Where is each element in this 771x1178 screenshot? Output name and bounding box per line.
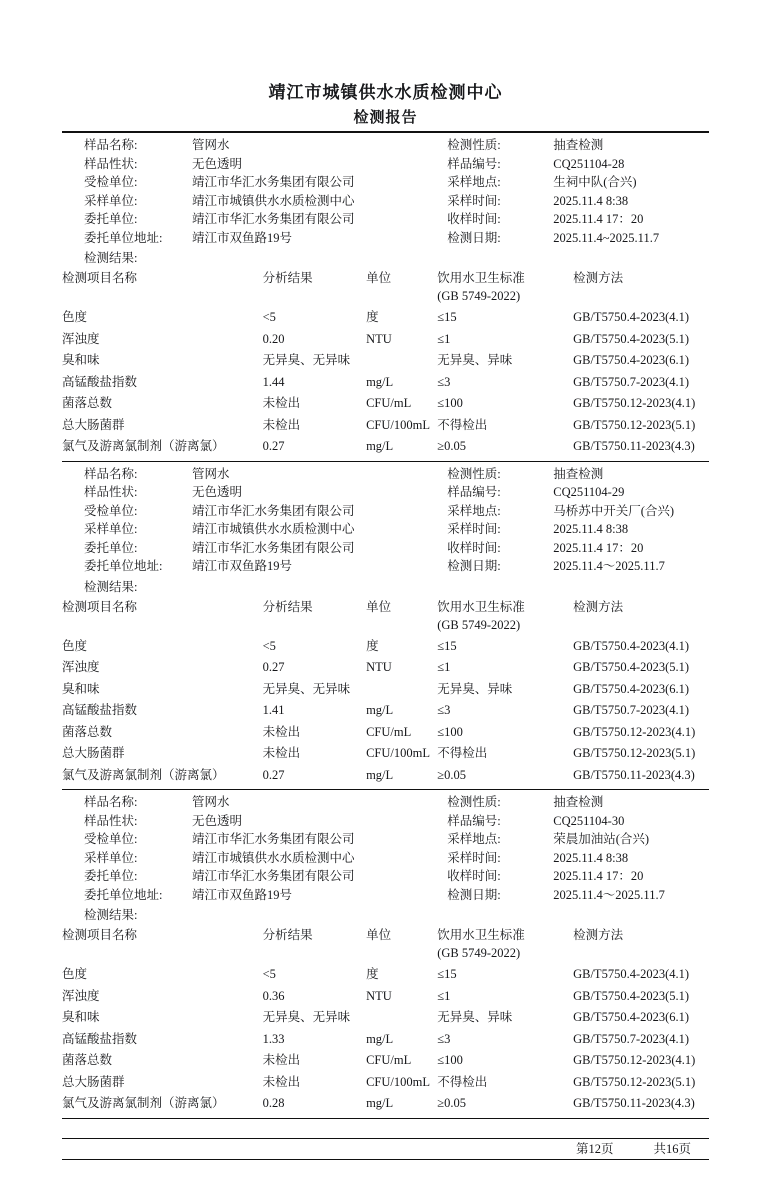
cell-unit: NTU: [366, 660, 392, 674]
cell-result: 0.28: [262, 1096, 285, 1110]
info-row: [447, 502, 709, 521]
cell-result: 1.41: [262, 703, 285, 717]
cell-item: 臭和味: [62, 1010, 100, 1024]
table-row: [62, 657, 709, 679]
cell-item: 氯气及游离氯制剂（游离氯）: [62, 1096, 225, 1110]
report-block: [62, 131, 709, 461]
page-title: 靖江市城镇供水水质检测中心: [268, 83, 503, 102]
cell-method: GB/T5750.11-2023(4.3): [573, 439, 695, 453]
header-standard-sub: (GB 5749-2022): [437, 946, 521, 960]
cell-method: GB/T5750.4-2023(5.1): [573, 988, 690, 1003]
header-item: 检测项目名称: [62, 599, 138, 614]
cell-item: 总大肠菌群: [62, 417, 125, 432]
label-receive-time: 收样时间:: [447, 540, 501, 555]
cell-item: 氯气及游离氯制剂（游离氯）: [62, 439, 225, 453]
cell-item: 总大肠菌群: [62, 1074, 125, 1089]
value-entrust-address: 靖江市双鱼路19号: [192, 887, 293, 902]
label-sample-state: 样品性状:: [84, 485, 138, 499]
cell-unit: mg/L: [366, 374, 394, 389]
cell-unit: [366, 679, 437, 701]
cell-unit: CFU/100mL: [366, 1074, 430, 1089]
results-table-header-row: [62, 925, 709, 945]
cell-result: 未检出: [262, 724, 301, 739]
cell-item: 高锰酸盐指数: [62, 703, 138, 717]
value-test-nature: 抽查检测: [553, 795, 604, 809]
header-sub-blank2: [263, 945, 367, 964]
header-unit: 单位: [366, 599, 392, 614]
results-table-header-row: [62, 268, 709, 288]
cell-unit: mg/L: [366, 1096, 394, 1110]
cell-result: 1.44: [262, 374, 285, 389]
cell-standard: 不得检出: [437, 417, 488, 432]
cell-standard: ≤100: [437, 1053, 463, 1067]
label-entrust-unit: 委托单位:: [84, 212, 138, 226]
label-sample-no: 样品编号:: [447, 156, 501, 171]
footer-rule-bottom: [62, 1159, 709, 1160]
value-sample-no: CQ251104-30: [553, 813, 625, 828]
header-result: 分析结果: [262, 271, 313, 285]
label-sampling-place: 采样地点:: [447, 832, 501, 846]
table-row: [62, 393, 709, 415]
value-sample-state: 无色透明: [192, 813, 243, 828]
header-sub-blank1: [62, 617, 263, 636]
info-row: [84, 557, 437, 576]
info-row: [84, 173, 437, 192]
cell-standard: ≥0.05: [437, 439, 466, 453]
cell-item: 菌落总数: [62, 396, 113, 410]
header-standard-sub: (GB 5749-2022): [437, 289, 521, 303]
page-footer: [62, 1138, 709, 1160]
cell-result: 未检出: [262, 417, 301, 432]
results-table: [62, 597, 709, 787]
label-entrust-unit: 委托单位:: [84, 540, 138, 555]
value-entrust-unit: 靖江市华汇水务集团有限公司: [192, 540, 355, 555]
cell-method: GB/T5750.11-2023(4.3): [573, 767, 695, 782]
header-sub-blank1: [62, 945, 263, 964]
sample-info: [62, 133, 709, 249]
value-test-nature: 抽查检测: [553, 138, 604, 152]
label-sample-state: 样品性状:: [84, 156, 138, 171]
cell-unit: CFU/100mL: [366, 746, 430, 760]
label-sample-name: 样品名称:: [84, 138, 138, 152]
info-row: [447, 483, 709, 502]
value-sampling-place: 生祠中队(合兴): [553, 175, 637, 189]
label-sample-state: 样品性状:: [84, 813, 138, 828]
cell-standard: ≤1: [437, 988, 451, 1003]
label-sampling-unit: 采样单位:: [84, 522, 138, 536]
label-test-date: 检测日期:: [447, 887, 501, 902]
sample-info: [62, 790, 709, 906]
label-sampling-time: 采样时间:: [447, 522, 501, 536]
info-row: [84, 155, 437, 174]
value-sampling-place: 马桥苏中开关厂(合兴): [553, 503, 675, 518]
cell-standard: ≤15: [437, 310, 457, 324]
cell-item: 臭和味: [62, 681, 100, 696]
value-sampling-unit: 靖江市城镇供水水质检测中心: [192, 522, 355, 536]
value-test-nature: 抽查检测: [553, 466, 604, 481]
cell-standard: ≥0.05: [437, 767, 466, 782]
value-test-date: 2025.11.4～2025.11.7: [553, 559, 665, 573]
sample-info-right: [437, 136, 709, 247]
sample-info-right: [437, 465, 709, 576]
info-row: [447, 539, 709, 558]
info-row: [84, 136, 437, 155]
cell-standard: ≤3: [437, 374, 451, 389]
page-subtitle: 检测报告: [353, 110, 418, 126]
cell-standard: ≤100: [437, 396, 463, 410]
report-block: [62, 461, 709, 790]
value-sample-name: 管网水: [192, 138, 230, 152]
table-row: [62, 372, 709, 394]
results-table-header-row: [62, 597, 709, 617]
cell-standard: ≤1: [437, 660, 451, 674]
header-sub-blank3: [366, 617, 437, 636]
footer-total-pages: 共16页: [653, 1142, 691, 1156]
info-row: [84, 849, 437, 868]
results-title: 检测结果:: [84, 908, 138, 922]
table-row: [62, 765, 709, 787]
results-table: [62, 268, 709, 458]
cell-unit: CFU/mL: [366, 396, 412, 410]
sample-info-left: [62, 793, 437, 904]
info-row: [84, 812, 437, 831]
label-test-date: 检测日期:: [447, 559, 501, 573]
cell-method: GB/T5750.4-2023(4.1): [573, 967, 690, 981]
info-row: [447, 173, 709, 192]
info-row: [84, 539, 437, 558]
label-sample-no: 样品编号:: [447, 813, 501, 828]
table-row: [62, 1050, 709, 1072]
results-title: 检测结果:: [84, 579, 138, 594]
header-unit: 单位: [366, 928, 392, 942]
value-sample-name: 管网水: [192, 795, 230, 809]
cell-method: GB/T5750.4-2023(5.1): [573, 331, 690, 346]
value-test-date: 2025.11.4～2025.11.7: [553, 887, 665, 902]
label-inspected-unit: 受检单位:: [84, 175, 138, 189]
label-sampling-place: 采样地点:: [447, 503, 501, 518]
cell-unit: NTU: [366, 988, 392, 1003]
cell-method: GB/T5750.4-2023(6.1): [573, 353, 690, 367]
cell-item: 浑浊度: [62, 660, 100, 674]
cell-unit: CFU/100mL: [366, 417, 430, 432]
info-row: [84, 886, 437, 905]
cell-item: 高锰酸盐指数: [62, 374, 138, 389]
value-receive-time: 2025.11.4 17：20: [553, 869, 644, 883]
header-result: 分析结果: [262, 928, 313, 942]
cell-item: 氯气及游离氯制剂（游离氯）: [62, 767, 225, 782]
cell-unit: mg/L: [366, 703, 394, 717]
info-row: [84, 867, 437, 886]
header-standard: 饮用水卫生标准: [437, 928, 525, 942]
label-sample-name: 样品名称:: [84, 795, 138, 809]
cell-method: GB/T5750.4-2023(5.1): [573, 660, 690, 674]
value-entrust-unit: 靖江市华汇水务集团有限公司: [192, 869, 355, 883]
value-entrust-address: 靖江市双鱼路19号: [192, 559, 293, 573]
value-sample-no: CQ251104-29: [553, 485, 625, 499]
info-row: [447, 192, 709, 211]
cell-method: GB/T5750.4-2023(6.1): [573, 1010, 690, 1024]
cell-item: 色度: [62, 310, 88, 324]
cell-method: GB/T5750.11-2023(4.3): [573, 1096, 695, 1110]
header-sub-blank3: [366, 945, 437, 964]
label-sample-name: 样品名称:: [84, 466, 138, 481]
info-row: [84, 483, 437, 502]
cell-result: 未检出: [262, 1053, 301, 1067]
header-standard-sub: (GB 5749-2022): [437, 617, 521, 632]
header-item: 检测项目名称: [62, 271, 138, 285]
header-method: 检测方法: [573, 599, 624, 614]
header-sub-blank1: [62, 288, 263, 307]
table-row: [62, 1029, 709, 1051]
cell-item: 色度: [62, 967, 88, 981]
label-inspected-unit: 受检单位:: [84, 832, 138, 846]
table-row: [62, 722, 709, 744]
info-row: [84, 520, 437, 539]
header-method: 检测方法: [573, 928, 624, 942]
cell-item: 浑浊度: [62, 988, 100, 1003]
cell-unit: CFU/mL: [366, 1053, 412, 1067]
label-receive-time: 收样时间:: [447, 869, 501, 883]
label-test-date: 检测日期:: [447, 230, 501, 245]
cell-result: 0.27: [262, 767, 285, 782]
header-sub-blank2: [263, 617, 367, 636]
cell-result: <5: [262, 310, 276, 324]
table-row: [62, 350, 709, 372]
cell-unit: 度: [366, 967, 379, 981]
value-sampling-time: 2025.11.4 8:38: [553, 193, 629, 208]
cell-result: 未检出: [262, 1074, 301, 1089]
cell-method: GB/T5750.12-2023(4.1): [573, 396, 696, 410]
cell-standard: 无异臭、异味: [437, 353, 513, 367]
cell-unit: 度: [366, 310, 379, 324]
label-test-nature: 检测性质:: [447, 138, 501, 152]
value-sample-no: CQ251104-28: [553, 156, 625, 171]
info-row: [447, 867, 709, 886]
table-row: [62, 307, 709, 329]
info-row: [84, 830, 437, 849]
info-row: [84, 793, 437, 812]
info-row: [84, 465, 437, 484]
cell-item: 色度: [62, 638, 88, 653]
cell-unit: [366, 1007, 437, 1029]
cell-standard: ≥0.05: [437, 1096, 466, 1110]
cell-standard: ≤15: [437, 967, 457, 981]
label-sampling-place: 采样地点:: [447, 175, 501, 189]
cell-item: 菌落总数: [62, 724, 113, 739]
header-sub-blank3: [366, 288, 437, 307]
cell-method: GB/T5750.12-2023(5.1): [573, 746, 696, 760]
table-row: [62, 636, 709, 658]
sample-info: [62, 462, 709, 578]
table-row: [62, 700, 709, 722]
cell-result: 0.27: [262, 660, 285, 674]
cell-result: 无异臭、无异味: [262, 681, 351, 696]
label-entrust-address: 委托单位地址:: [84, 230, 163, 245]
value-sampling-unit: 靖江市城镇供水水质检测中心: [192, 850, 355, 865]
cell-method: GB/T5750.4-2023(4.1): [573, 310, 690, 324]
cell-method: GB/T5750.12-2023(5.1): [573, 417, 696, 432]
info-row: [447, 886, 709, 905]
info-row: [447, 520, 709, 539]
cell-standard: ≤3: [437, 1031, 451, 1046]
cell-item: 臭和味: [62, 353, 100, 367]
sample-info-right: [437, 793, 709, 904]
label-entrust-unit: 委托单位:: [84, 869, 138, 883]
value-entrust-address: 靖江市双鱼路19号: [192, 230, 293, 245]
value-sampling-time: 2025.11.4 8:38: [553, 850, 629, 865]
label-test-nature: 检测性质:: [447, 795, 501, 809]
section-rule-bottom: [62, 1118, 709, 1119]
value-sampling-place: 荣晨加油站(合兴): [553, 832, 650, 846]
cell-item: 高锰酸盐指数: [62, 1031, 138, 1046]
value-sampling-time: 2025.11.4 8:38: [553, 522, 629, 536]
cell-method: GB/T5750.12-2023(4.1): [573, 724, 696, 739]
cell-method: GB/T5750.7-2023(4.1): [573, 703, 690, 717]
table-row: [62, 436, 709, 458]
cell-unit: [366, 350, 437, 372]
value-sample-state: 无色透明: [192, 485, 243, 499]
report-container: [62, 131, 709, 1119]
footer-page-number: 第12页: [575, 1142, 614, 1156]
table-row: [62, 679, 709, 701]
cell-method: GB/T5750.7-2023(4.1): [573, 1031, 690, 1046]
table-row: [62, 1093, 709, 1115]
info-row: [447, 830, 709, 849]
cell-method: GB/T5750.12-2023(4.1): [573, 1053, 696, 1067]
cell-item: 总大肠菌群: [62, 746, 125, 760]
cell-method: GB/T5750.12-2023(5.1): [573, 1074, 696, 1089]
cell-result: 1.33: [262, 1031, 285, 1046]
cell-result: 未检出: [262, 396, 301, 410]
value-entrust-unit: 靖江市华汇水务集团有限公司: [192, 212, 355, 226]
header-unit: 单位: [366, 271, 392, 285]
value-sample-name: 管网水: [192, 466, 230, 481]
value-sampling-unit: 靖江市城镇供水水质检测中心: [192, 193, 355, 208]
cell-standard: ≤3: [437, 703, 451, 717]
value-test-date: 2025.11.4~2025.11.7: [553, 230, 660, 245]
info-row: [447, 557, 709, 576]
info-row: [447, 793, 709, 812]
value-sample-state: 无色透明: [192, 156, 243, 171]
table-row: [62, 415, 709, 437]
table-row: [62, 743, 709, 765]
label-sample-no: 样品编号:: [447, 485, 501, 499]
header-item: 检测项目名称: [62, 928, 138, 942]
table-row: [62, 986, 709, 1008]
label-receive-time: 收样时间:: [447, 212, 501, 226]
cell-result: <5: [262, 967, 276, 981]
label-sampling-unit: 采样单位:: [84, 193, 138, 208]
report-block: [62, 789, 709, 1119]
table-row: [62, 1072, 709, 1094]
cell-standard: 无异臭、异味: [437, 1010, 513, 1024]
label-sampling-unit: 采样单位:: [84, 850, 138, 865]
cell-unit: CFU/mL: [366, 724, 412, 739]
header-standard: 饮用水卫生标准: [437, 599, 525, 614]
results-table: [62, 925, 709, 1115]
sample-info-left: [62, 136, 437, 247]
value-inspected-unit: 靖江市华汇水务集团有限公司: [192, 832, 355, 846]
cell-standard: 不得检出: [437, 1074, 488, 1089]
value-receive-time: 2025.11.4 17：20: [553, 212, 644, 226]
cell-unit: mg/L: [366, 1031, 394, 1046]
info-row: [84, 210, 437, 229]
label-sampling-time: 采样时间:: [447, 850, 501, 865]
header-result: 分析结果: [262, 599, 313, 614]
cell-result: <5: [262, 638, 276, 653]
info-row: [84, 229, 437, 248]
header-standard: 饮用水卫生标准: [437, 271, 525, 285]
value-receive-time: 2025.11.4 17：20: [553, 540, 644, 555]
sample-info-left: [62, 465, 437, 576]
label-inspected-unit: 受检单位:: [84, 503, 138, 518]
cell-standard: ≤1: [437, 331, 451, 346]
header-sub-blank2: [263, 288, 367, 307]
value-inspected-unit: 靖江市华汇水务集团有限公司: [192, 175, 355, 189]
info-row: [447, 155, 709, 174]
value-inspected-unit: 靖江市华汇水务集团有限公司: [192, 503, 355, 518]
cell-unit: 度: [366, 638, 379, 653]
info-row: [84, 502, 437, 521]
table-row: [62, 329, 709, 351]
cell-standard: ≤15: [437, 638, 457, 653]
label-test-nature: 检测性质:: [447, 466, 501, 481]
cell-standard: 无异臭、异味: [437, 681, 513, 696]
cell-result: 未检出: [262, 746, 301, 760]
cell-result: 0.20: [262, 331, 285, 346]
info-row: [84, 192, 437, 211]
cell-method: GB/T5750.4-2023(4.1): [573, 638, 690, 653]
header-method: 检测方法: [573, 271, 624, 285]
cell-item: 菌落总数: [62, 1053, 113, 1067]
cell-standard: ≤100: [437, 724, 463, 739]
table-row: [62, 1007, 709, 1029]
info-row: [447, 812, 709, 831]
label-entrust-address: 委托单位地址:: [84, 559, 163, 573]
cell-standard: 不得检出: [437, 746, 488, 760]
cell-item: 浑浊度: [62, 331, 100, 346]
info-row: [447, 136, 709, 155]
cell-result: 0.27: [262, 439, 285, 453]
info-row: [447, 849, 709, 868]
cell-unit: NTU: [366, 331, 392, 346]
cell-result: 无异臭、无异味: [262, 1010, 351, 1024]
cell-unit: mg/L: [366, 767, 394, 782]
cell-unit: mg/L: [366, 439, 394, 453]
results-title: 检测结果:: [84, 251, 138, 265]
cell-result: 无异臭、无异味: [262, 353, 351, 367]
document-page: [0, 78, 771, 1178]
cell-method: GB/T5750.4-2023(6.1): [573, 681, 690, 696]
info-row: [447, 210, 709, 229]
label-entrust-address: 委托单位地址:: [84, 887, 163, 902]
cell-result: 0.36: [262, 988, 285, 1003]
table-row: [62, 964, 709, 986]
cell-method: GB/T5750.7-2023(4.1): [573, 374, 690, 389]
label-sampling-time: 采样时间:: [447, 193, 501, 208]
info-row: [447, 465, 709, 484]
info-row: [447, 229, 709, 248]
